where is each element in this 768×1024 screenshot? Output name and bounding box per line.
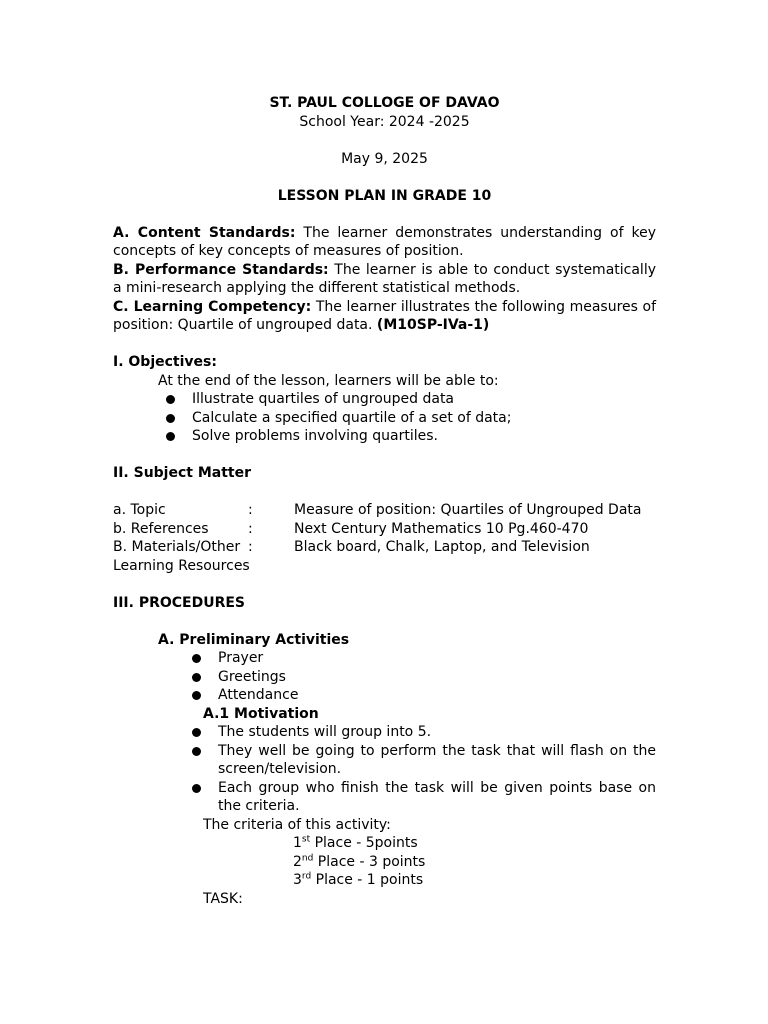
content-standards-text: The learner demonstrates understanding of key concepts of key concepts of measures of position. — [113, 224, 656, 259]
content-standards — [113, 224, 656, 261]
list-item: Attendance — [218, 686, 656, 705]
list-item: They well be going to perform the task that will flash on the screen/television. — [218, 742, 656, 779]
learning-competency-text: The learner illustrates the following measures of position: Quartile of ungrouped data. — [113, 298, 657, 333]
performance-standards — [113, 261, 656, 298]
lesson-title: LESSON PLAN IN GRADE 10 — [277, 187, 492, 204]
lesson-plan-page — [113, 94, 656, 908]
bullet-icon — [192, 654, 201, 663]
criteria-third: 3rd Place - 1 points — [293, 871, 424, 888]
school-name: ST. PAUL COLLOGE OF DAVAO — [269, 95, 500, 111]
learning-competency-label: C. Learning Competency: — [113, 298, 312, 315]
bullet-icon — [192, 691, 201, 700]
list-item: Calculate a specified quartile of a set of data; — [192, 409, 656, 428]
objectives-intro: At the end of the lesson, learners will be able to: — [158, 372, 499, 389]
motivation-heading: A.1 Motivation — [203, 705, 319, 722]
procedures-heading: III. PROCEDURES — [113, 594, 246, 611]
performance-standards-text: The learner is able to conduct systematically a mini-research applying the different statistical methods. — [113, 261, 656, 296]
bullet-icon — [166, 395, 175, 404]
criteria-first: 1st Place - 5points — [293, 834, 418, 851]
criteria-second: 2nd Place - 3 points — [293, 852, 426, 870]
criteria-intro: The criteria of this activity: — [203, 816, 391, 833]
objectives-heading: I. Objectives: — [113, 354, 217, 370]
list-item: Each group who finish the task will be given points base on the criteria. — [218, 779, 656, 816]
subject-row-topic: a. Topic : Measure of position: Quartiles of Ungrouped Data — [113, 502, 642, 518]
subject-row-materials-continuation: Learning Resources — [113, 557, 250, 574]
competency-code: (M10SP-IVa-1) — [376, 317, 490, 333]
content-standards-label: A. Content Standards: — [113, 224, 296, 241]
preliminary-list — [113, 649, 656, 705]
lesson-date: May 9, 2025 — [341, 150, 428, 167]
preliminary-heading: A. Preliminary Activities — [158, 631, 350, 648]
school-year: School Year: 2024 -2025 — [299, 113, 470, 130]
subject-row-materials: B. Materials/Other : Black board, Chalk, Laptop, and Television — [113, 539, 590, 555]
bullet-icon — [166, 414, 175, 423]
objectives-list — [113, 390, 656, 446]
task-label: TASK: — [203, 890, 243, 907]
bullet-icon — [192, 673, 201, 682]
bullet-icon — [192, 747, 201, 756]
list-item: Greetings — [218, 668, 656, 687]
subject-matter-heading: II. Subject Matter — [113, 465, 252, 481]
subject-row-references: b. References : Next Century Mathematics 10 Pg.460-470 — [113, 520, 589, 537]
list-item: The students will group into 5. — [218, 723, 656, 742]
list-item: Solve problems involving quartiles. — [192, 427, 656, 446]
performance-standards-label: B. Performance Standards: — [113, 261, 329, 278]
bullet-icon — [192, 784, 201, 793]
motivation-list — [113, 723, 656, 816]
bullet-icon — [166, 432, 175, 441]
list-item: Prayer — [218, 649, 656, 668]
learning-competency — [113, 298, 656, 335]
bullet-icon — [192, 728, 201, 737]
list-item: Illustrate quartiles of ungrouped data — [192, 390, 656, 409]
